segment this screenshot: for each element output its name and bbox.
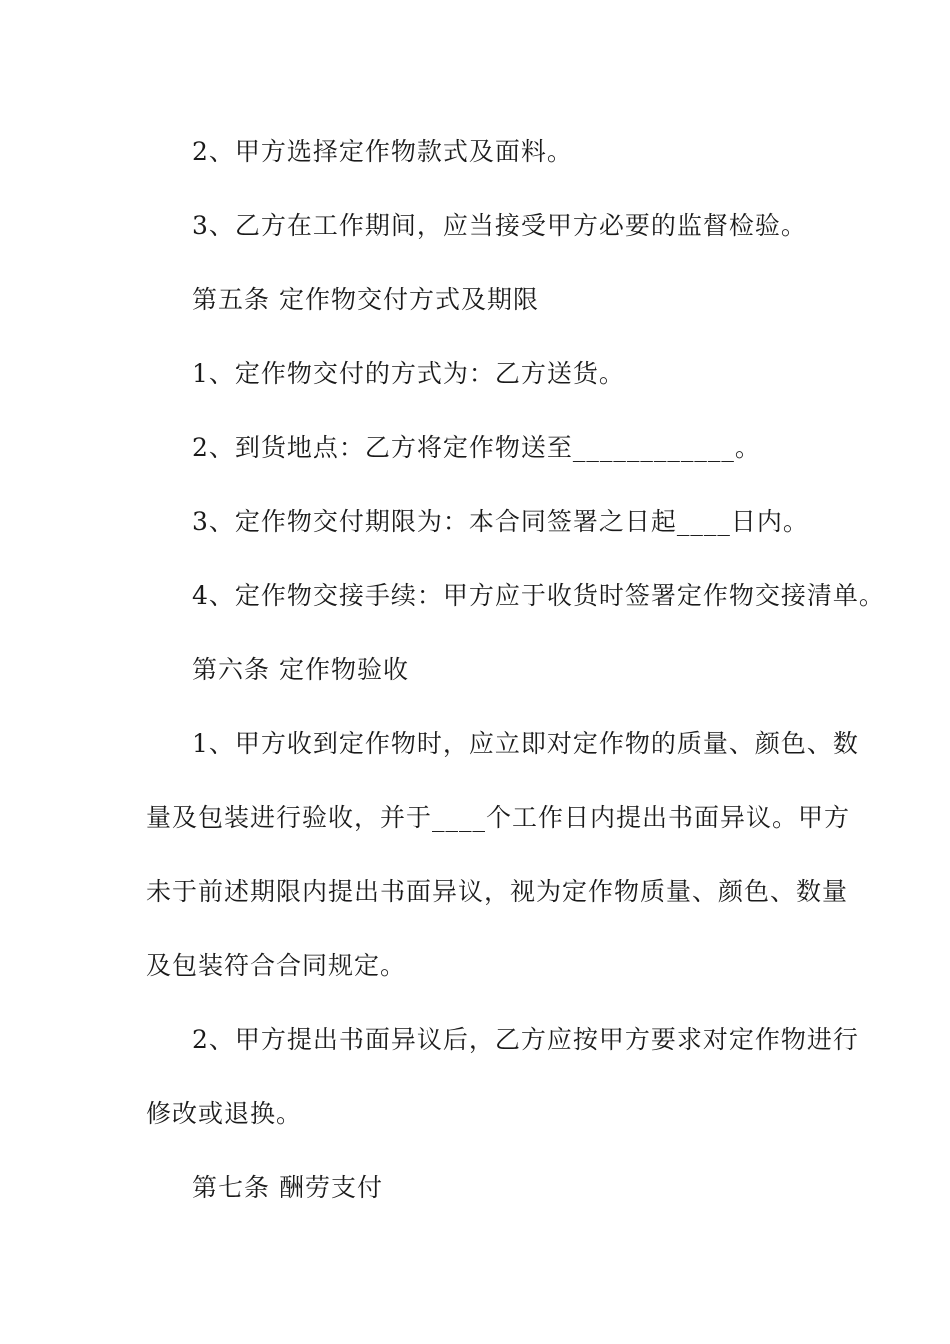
article-7-heading: 第七条 酬劳支付 [192, 1173, 383, 1202]
article-6-heading: 第六条 定作物验收 [192, 655, 409, 684]
article-6-item-1-line-1: 1、甲方收到定作物时，应立即对定作物的质量、颜色、数 [192, 729, 859, 758]
article-6-item-1-line-2: 量及包装进行验收，并于____个工作日内提出书面异议。甲方 [146, 803, 851, 832]
article-5-item-1: 1、定作物交付的方式为：乙方送货。 [192, 359, 625, 388]
article-6-item-1-line-4: 及包装符合合同规定。 [146, 951, 407, 980]
clause-4-item-3: 3、乙方在工作期间，应当接受甲方必要的监督检验。 [192, 211, 807, 240]
article-5-item-4: 4、定作物交接手续：甲方应于收货时签署定作物交接清单。 [192, 581, 885, 610]
article-6-item-2-line-2: 修改或退换。 [146, 1099, 303, 1128]
clause-4-item-2: 2、甲方选择定作物款式及面料。 [192, 137, 573, 166]
article-5-heading: 第五条 定作物交付方式及期限 [192, 285, 539, 314]
article-5-item-3: 3、定作物交付期限为：本合同签署之日起____日内。 [192, 507, 809, 536]
article-6-item-1-line-3: 未于前述期限内提出书面异议，视为定作物质量、颜色、数量 [146, 877, 849, 906]
article-6-item-2-line-1: 2、甲方提出书面异议后，乙方应按甲方要求对定作物进行 [192, 1025, 859, 1054]
article-5-item-2: 2、到货地点：乙方将定作物送至____________。 [192, 433, 761, 462]
